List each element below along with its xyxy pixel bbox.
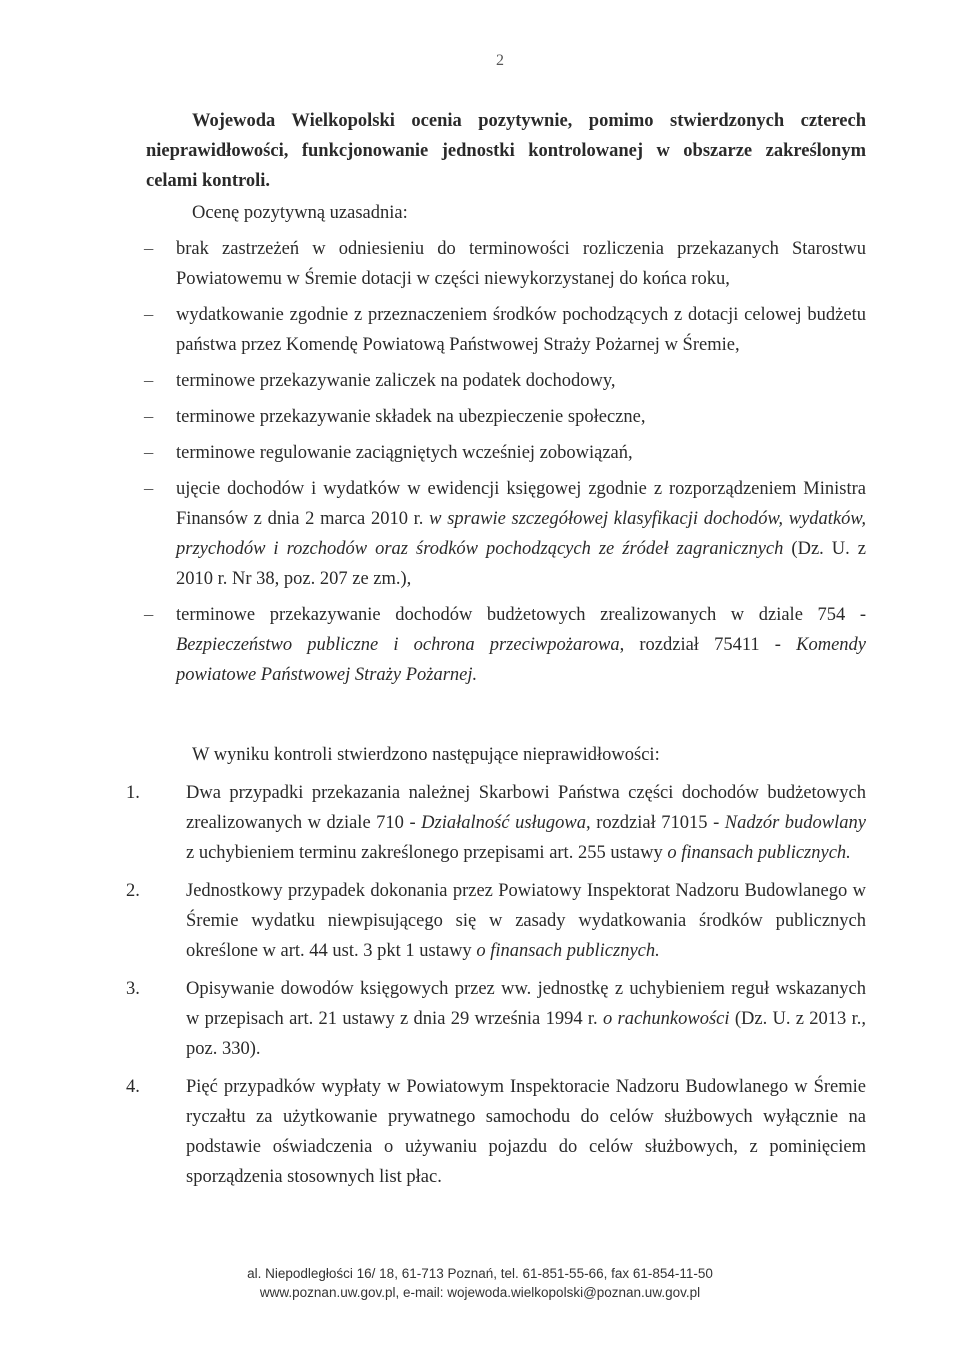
list-item: – brak zastrzeżeń w odniesieniu do terminowości rozliczenia przekazanych Starostwu Powiatowemu w Śremie dotacji w części niewykorzystanej do końca roku, <box>146 234 866 294</box>
list-item: – terminowe przekazywanie dochodów budżetowych zrealizowanych w dziale 754 - Bezpieczeństwo publiczne i ochrona przeciwpożarowa, rozdział 75411 - Komendy powiatowe Państwowej Straży Pożarnej. <box>146 600 866 690</box>
list-item: 1. Dwa przypadki przekazania należnej Skarbowi Państwa części dochodów budżetowych zrealizowanych w dziale 710 - Działalność usługowa, rozdział 71015 - Nadzór budowlany z uchybieniem terminu zakreślonego przepisami art. 255 ustawy o finansach publicznych. <box>126 783 866 863</box>
findings-heading: W wyniku kontroli stwierdzono następujące nieprawidłowości: <box>192 745 660 765</box>
list-item: – terminowe przekazywanie zaliczek na podatek dochodowy, <box>146 366 866 396</box>
positives-list <box>146 234 866 690</box>
list-item: – terminowe regulowanie zaciągniętych wcześniej zobowiązań, <box>146 438 866 468</box>
document-body <box>126 106 867 1200</box>
list-item: – wydatkowanie zgodnie z przeznaczeniem środków pochodzących z dotacji celowej budżetu państwa przez Komendę Powiatową Państwowej Straży Pożarnej w Śremie, <box>146 300 866 360</box>
footer-address: al. Niepodległości 16/ 18, 61-713 Poznań, tel. 61-851-55-66, fax 61-854-11-50 <box>247 1266 713 1281</box>
page-number: 2 <box>496 52 504 69</box>
list-item: – terminowe przekazywanie składek na ubezpieczenie społeczne, <box>146 402 866 432</box>
list-item: 4. Pięć przypadków wypłaty w Powiatowym Inspektoracie Nadzoru Budowlanego w Śremie ryczałtu za użytkowanie prywatnego samochodu do celów służbowych wyłącznie na podstawie oświadczenia o używaniu pojazdu do celów służbowych, z pominięciem sporządzenia stosownych list płac. <box>126 1077 866 1187</box>
list-item: 2. Jednostkowy przypadek dokonania przez Powiatowy Inspektorat Nadzoru Budowlanego w Śremie wydatku niewpisującego się w zasady wydatkowania środków publicznych określone w art. 44 ust. 3 pkt 1 ustawy o finansach publicznych. <box>126 881 866 961</box>
list-item: – ujęcie dochodów i wydatków w ewidencji księgowej zgodnie z rozporządzeniem Ministra Finansów z dnia 2 marca 2010 r. w sprawie szczegółowej klasyfikacji dochodów, wydatków, przychodów i rozchodów oraz środków pochodzących ze źródeł zagranicznych (Dz. U. z 2010 r. Nr 38, poz. 207 ze zm.), <box>146 474 866 594</box>
list-item: 3. Opisywanie dowodów księgowych przez ww. jednostkę z uchybieniem reguł wskazanych w przepisach art. 21 ustawy z dnia 29 września 1994 r. o rachunkowości (Dz. U. z 2013 r., poz. 330). <box>126 979 867 1059</box>
footer-contact: www.poznan.uw.gov.pl, e-mail: wojewoda.wielkopolski@poznan.uw.gov.pl <box>259 1285 701 1300</box>
page-footer <box>0 1264 960 1302</box>
justification-heading: Ocenę pozytywną uzasadnia: <box>192 203 408 223</box>
assessment-intro: Wojewoda Wielkopolski ocenia pozytywnie, pomimo stwierdzonych czterech nieprawidłowości, funkcjonowanie jednostki kontrolowanej w obszarze zakreślonym celami kontroli. <box>146 111 866 191</box>
findings-list <box>126 778 867 1192</box>
